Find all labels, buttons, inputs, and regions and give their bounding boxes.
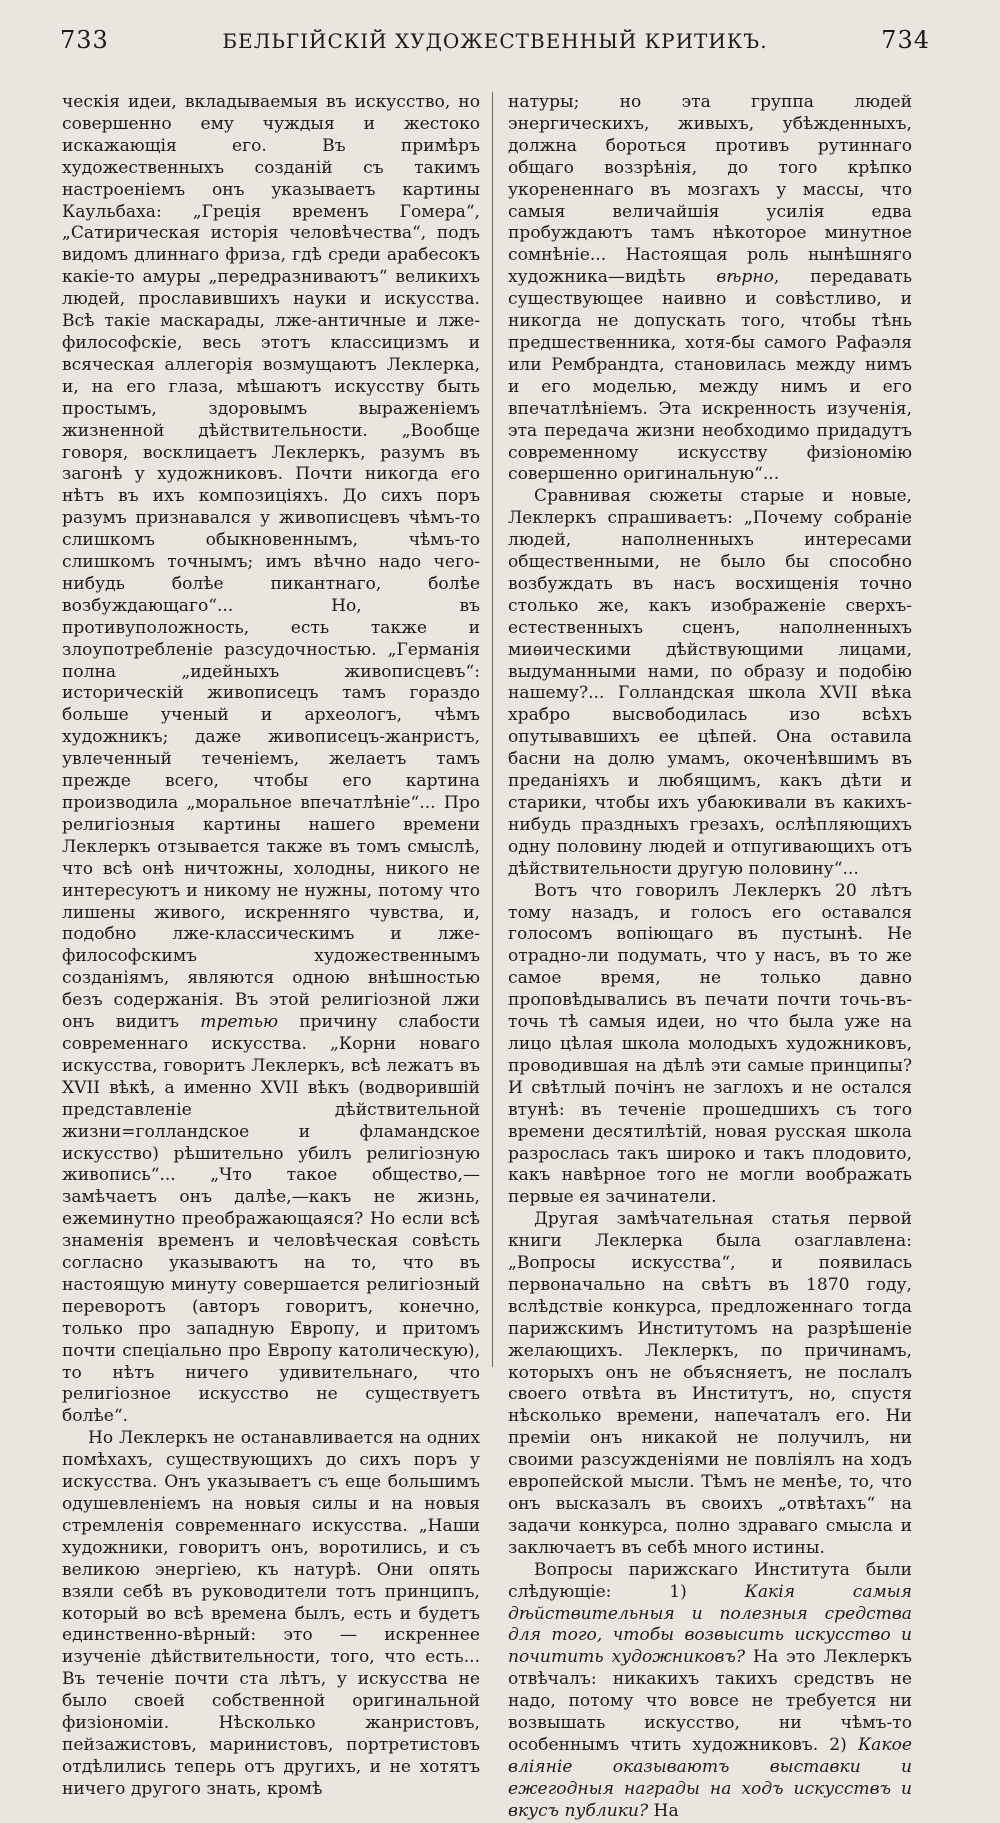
right-paragraph-5-text-c: На — [648, 1800, 679, 1821]
column-divider — [492, 92, 493, 1367]
right-paragraph-4: Другая замѣчательная статья первой книги Леклерка была озаглавлена: „Вопросы искусства“, и появилась первоначально на свѣтъ въ 1870 году, вслѣдствіе конкурса, предложеннаго тогда парижскимъ Институтомъ на разрѣшеніе желающихъ. Леклеркъ, по причинамъ, которыхъ онъ не объясняетъ, не послалъ своего отвѣта въ Институтъ, но, спустя нѣсколько времени, напечаталъ его. Ни преміи онъ никакой не получилъ, ни своими разсужденіями не повліялъ на ходъ европейской мысли. Тѣмъ не менѣе, то, что онъ высказалъ въ своихъ „отвѣтахъ“ на задачи конкурса, полно здраваго смысла и заключаетъ въ себѣ много истины. — [508, 1209, 912, 1558]
right-paragraph-1 — [508, 92, 912, 486]
right-paragraph-2: Сравнивая сюжеты старые и новые, Леклеркъ спрашиваетъ: „Почему собраніе людей, наполненныхъ интересами общественными, не было бы способно возбуждать въ насъ восхищенія точно столько же, какъ изображеніе сверхъ-естественныхъ сценъ, наполненныхъ миѳическими дѣйствующими лицами, выдуманными нами, по образу и подобію нашему?... Голландская школа XVII вѣка храбро высвободилась изо всѣхъ опутывавшихъ ее цѣпей. Она оставила басни на долю умамъ, окоченѣвшимъ въ преданіяхъ и любящимъ, какъ дѣти и старики, чтобы ихъ убаюкивали въ какихъ-нибудь праздныхъ грезахъ, ослѣпляющихъ одну половину людей и отпугивающихъ отъ дѣйствительности другую половину“... — [508, 486, 912, 879]
right-column — [508, 92, 912, 1823]
right-paragraph-5 — [508, 1560, 912, 1823]
right-paragraph-1-text: натуры; но эта группа людей энергическихъ, живыхъ, убѣжденныхъ, должна бороться противъ рутиннаго общаго воззрѣнія, до того крѣпко укорененнаго въ мозгахъ у массы, что самыя величайшія усилія едва пробуждаютъ тамъ нѣкоторое минутное сомнѣніе... Настоящая роль нынѣшняго художника—видѣть — [508, 92, 912, 288]
page-number-right: 734 — [881, 26, 930, 54]
question-2-italic: Какое вліяніе оказываютъ выставки и ежегодныя награды на ходъ искусствъ и вкусъ публики? — [508, 1734, 912, 1821]
left-paragraph-1-tail: причину слабости современнаго искусства. „Корни новаго искусства, говоритъ Леклеркъ, всѣ лежатъ въ XVII вѣкѣ, а именно XVII вѣкъ (водворившій представленіе дѣйствительной жизни=голландское и фламандское искусство) рѣшительно убилъ религіозную живопись“... „Что такое общество,—замѣчаетъ онъ далѣе,—какъ не жизнь, ежеминутно преображающаяся? Но если всѣ знаменія временъ и человѣческая совѣсть согласно указываютъ на то, что въ настоящую минуту совершается религіозный переворотъ (авторъ говоритъ, конечно, только про западную Европу, и притомъ почти спеціально про Европу католическую), то нѣтъ ничего удивительнаго, что религіозное искусство не существуетъ болѣе“. — [62, 1012, 480, 1427]
left-paragraph-2: Но Леклеркъ не останавливается на одних помѣхахъ, существующихъ до сихъ поръ у искусства. Онъ указываетъ съ еще большимъ одушевленіемъ на новыя силы и на новыя стремленія современнаго искусства. „Наши художники, говоритъ онъ, воротились, и съ великою энергіею, къ натурѣ. Они опять взяли себѣ въ руководители тотъ принципъ, который во всѣ времена былъ, есть и будетъ единственно-вѣрный: это — искреннее изученіе дѣйствительности, того, что есть... Въ теченіе почти ста лѣтъ, у искусства не было своей собственной оригинальной физіономіи. Нѣсколько жанристовъ, пейзажистовъ, маринистовъ, портретистовъ отдѣлились теперь отъ другихъ, и не хотятъ ничего другого знать, кромѣ — [62, 1428, 480, 1799]
question-1-italic: Какія самыя дѣйствительныя и полезныя средства для того, чтобы возвысить искусство и почитить художниковъ? — [508, 1581, 912, 1668]
right-emphasis-verno: вѣрно — [716, 267, 774, 288]
left-paragraph-1-text: ческія идеи, вкладываемыя въ искусство, но совершенно ему чуждыя и жестоко искажающія его. Въ примѣръ художественныхъ созданій съ такимъ настроеніемъ онъ указываетъ картины Каульбаха: „Греція временъ Гомера“, „Сатирическая исторія человѣчества“, подъ видомъ длиннаго фриза, гдѣ среди арабесокъ какіе-то амуры „передразниваютъ“ великихъ людей, прославившихъ науки и искусства. Всѣ такіе маскарады, лже-античные и лже-философскіе, весь этотъ классицизмъ и всяческая аллегорія возмущаютъ Леклерка, и, на его глаза, мѣшаютъ искусству быть простымъ, здоровымъ выраженіемъ жизненной дѣйствительности. „Вообще говоря, восклицаетъ Леклеркъ, разумъ въ загонѣ у художниковъ. Почти никогда его нѣтъ въ ихъ композиціяхъ. До сихъ поръ разумъ признавался у живописцевъ чѣмъ-то слишкомъ обыкновеннымъ, чѣмъ-то слишкомъ точнымъ; имъ вѣчно надо чего-нибудь болѣе пикантнаго, болѣе возбуждающаго“... Но, въ противуположность, есть также и злоупотребленіе разсудочностью. „Германія полна „идейныхъ живописцевъ“: историческій живописецъ тамъ гораздо больше ученый и археологъ, чѣмъ художникъ; даже живописецъ-жанристъ, увлеченный теченіемъ, желаетъ тамъ прежде всего, чтобы его картина производила „моральное впечатлѣніе“... Про религіозныя картины нашего времени Леклеркъ отзывается также въ томъ смыслѣ, что всѣ онѣ ничтожны, холодны, никого не интересуютъ и никому не нужны, потому что лишены живого, искренняго чувства, и, подобно лже-классическимъ и лже-философскимъ художественнымъ созданіямъ, являются одною внѣшностью безъ содержанія. Въ этой религіозной лжи онъ видитъ — [62, 92, 480, 1033]
right-paragraph-1-tail: , передавать существующее наивно и совѣстливо, и никогда не допускать того, чтобы тѣнь предшественника, хотя-бы самого Рафаэля или Рембрандта, становилась между нимъ и его моделью, между нимъ и его впечатлѣніемъ. Эта искренность изученія, эта передача жизни необходимо придадутъ современному искусству физіономію совершенно оригинальную“... — [508, 267, 912, 485]
right-paragraph-5-text-a: Вопросы парижскаго Института были слѣдующіе: 1) — [508, 1559, 912, 1602]
right-paragraph-3: Вотъ что говорилъ Леклеркъ 20 лѣтъ тому назадъ, и голосъ его оставался голосомъ вопіющаго въ пустынѣ. Не отрадно-ли подумать, что у насъ, въ то же самое время, не только давно проповѣдывались въ печати почти точь-въ-точь тѣ самыя идеи, но что была уже на лицо цѣлая школа молодыхъ художниковъ, проводившая на дѣлѣ эти самые принципы? И свѣтлый почінъ не заглохъ и не остался втунѣ: въ теченіе прошедшихъ съ того времени десятилѣтій, новая русская школа разрослась такъ широко и такъ плодовито, какъ навѣрное того не могли воображать первые ея зачинатели. — [508, 880, 912, 1208]
page-number-left: 733 — [60, 26, 109, 54]
left-emphasis-third: третью — [200, 1012, 279, 1033]
page-header — [60, 26, 930, 66]
right-paragraph-5-text-b: На это Леклеркъ отвѣчалъ: никакихъ такихъ средствъ не надо, потому что вовсе не требуется ни возвышать искусство, ни чѣмъ-то особеннымъ чтить художниковъ. 2) — [508, 1647, 912, 1755]
left-column — [62, 92, 480, 1801]
left-paragraph-1 — [62, 92, 480, 1428]
running-title: БЕЛЬГІЙСКІЙ ХУДОЖЕСТВЕННЫЙ КРИТИКЪ. — [222, 29, 768, 53]
